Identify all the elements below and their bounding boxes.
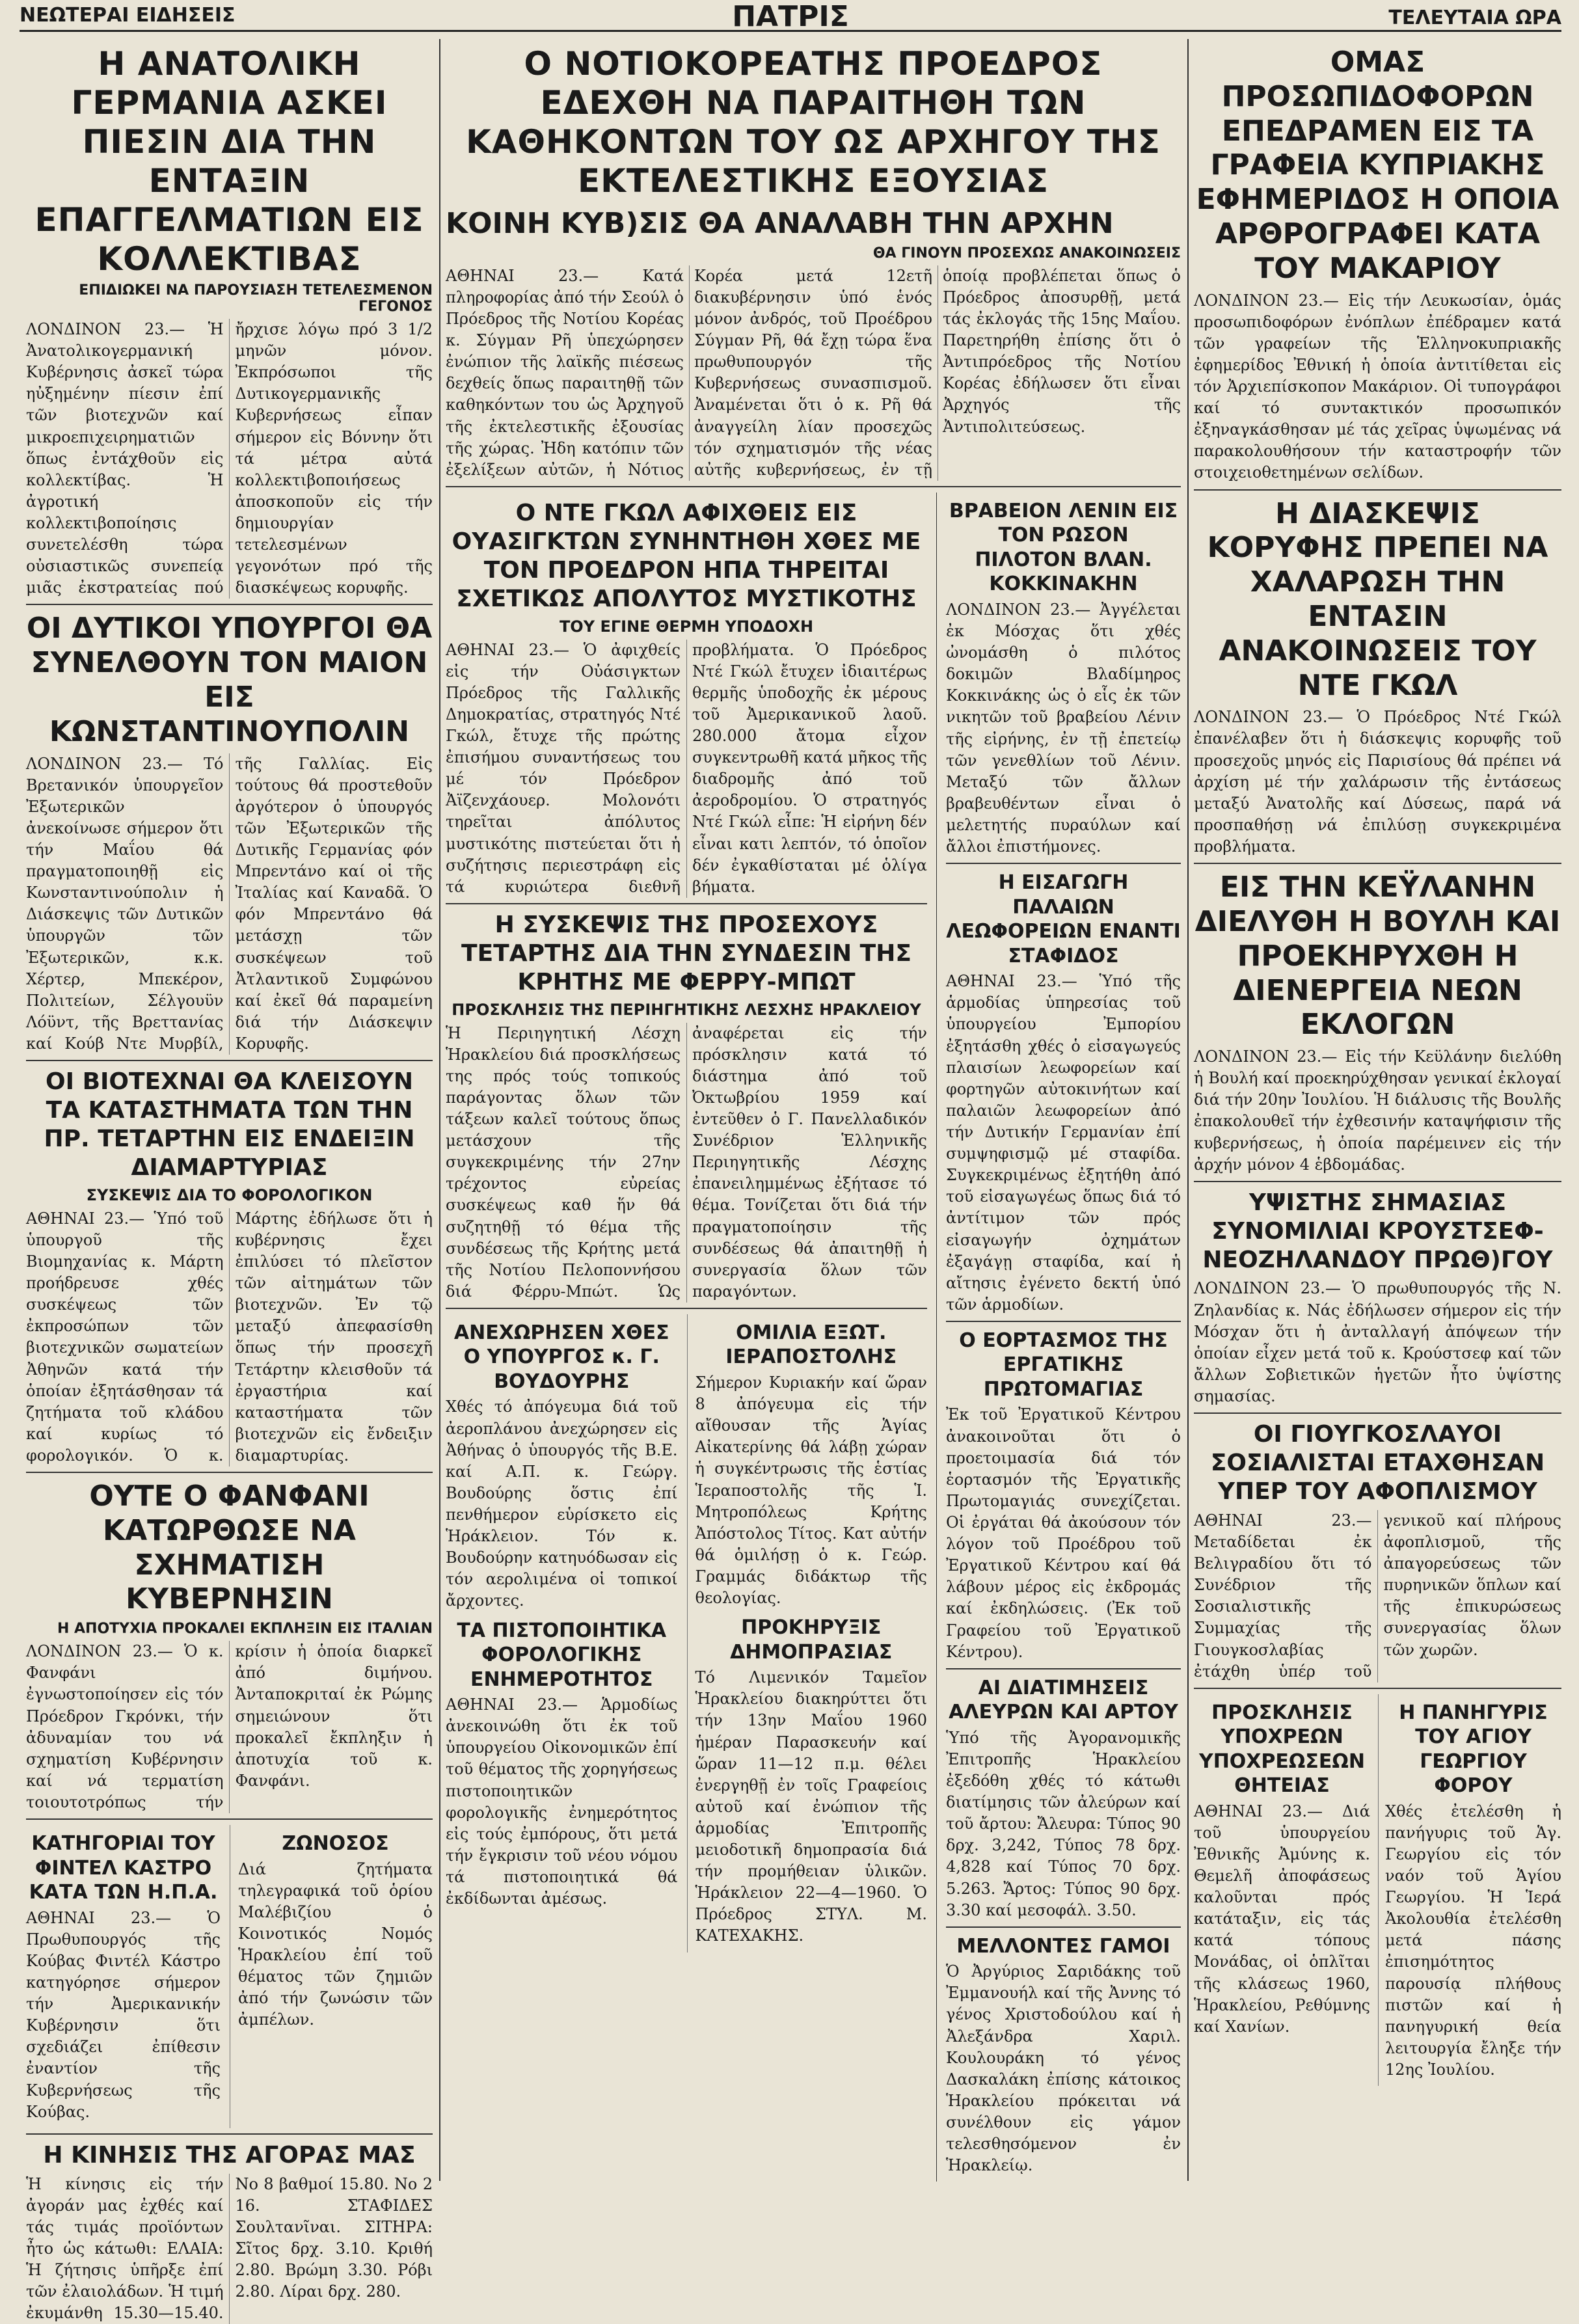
divider <box>446 486 1181 487</box>
voudouris-block <box>446 1314 678 1952</box>
divider <box>946 1926 1181 1928</box>
kicker-east-germany: ΕΠΙΔΙΩΚΕΙ ΝΑ ΠΑΡΟΥΣΙΑΣΗ ΤΕΤΕΛΕΣΜΕΝΟΝ ΓΕΓΟΝΟΣ <box>79 282 433 315</box>
divider <box>1194 489 1561 491</box>
article-market: Ἡ κίνησις εἰς τήν ἀγοράν μας ἐχθές καί τάς τιμάς προϊόντων ἦτο ὡς κάτωθι: ΕΛΑΙΑ: Ἡ ζήτησις ὑπῆρξε ἐπί τῶν ἐλαιολάδων. Ἡ τιμή ἐκυμάνθη 15.30—15.40. Νο 8 βαθμοί 15.80. Νο 2 16. ΣΤΑΦΙΔΕΣ Σουλτανῖναι. ΣΙΤΗΡΑ: Σῖτος δρχ. 3.10. Κριθή 2.80. Βρώμη 3.30. Ρόβι 2.80. Λίραι δρχ. 280. <box>26 2174 433 2323</box>
newspaper-title: ΠΑΤΡΙΣ <box>732 0 849 33</box>
headline-festival: Η ΠΑΝΗΓΥΡΙΣ ΤΟΥ ΑΓΙΟΥ ΓΕΩΡΓΙΟΥ ΦΟΡΟΥ <box>1399 1701 1548 1798</box>
kicker-fanfani: Η ΑΠΟΤΥΧΙΑ ΠΡΟΚΑΛΕΙ ΕΚΠΛΗΞΙΝ ΕΙΣ ΙΤΑΛΙΑΝ <box>57 1621 433 1638</box>
headline-buses: Η ΕΙΣΑΓΩΓΗ ΠΑΛΑΙΩΝ ΛΕΩΦΟΡΕΙΩΝ ΕΝΑΝΤΙ ΣΤΑΦΙΔΟΣ <box>946 871 1181 967</box>
deck-ferry: ΠΡΟΣΚΛΗΣΙΣ ΤΗΣ ΠΕΡΙΗΓΗΤΙΚΗΣ ΛΕΣΧΗΣ ΗΡΑΚΛΕΙΟΥ <box>452 1000 921 1019</box>
mission-block <box>687 1314 928 1952</box>
headline-market: Η ΚΙΝΗΣΙΣ ΤΗΣ ΑΓΟΡΑΣ ΜΑΣ <box>43 2141 416 2169</box>
column-1 <box>26 39 433 2323</box>
headline-auction: ΠΡΟΚΗΡΥΞΙΣ ΔΗΜΟΠΡΑΣΙΑΣ <box>730 1616 893 1664</box>
divider <box>26 1818 433 1820</box>
headline-tax-certificates: ΤΑ ΠΙΣΤΟΠΟΙΗΤΙΚΑ ΦΟΡΟΛΟΓΙΚΗΣ ΕΝΗΜΕΡΟΤΗΤΟΣ <box>457 1619 667 1691</box>
headline-castro: ΚΑΤΗΓΟΡΙΑΙ ΤΟΥ ΦΙΝΤΕΛ ΚΑΣΤΡΟ ΚΑΤΑ ΤΩΝ Η.Π.Α. <box>29 1832 218 1904</box>
headline-zonosos: ΖΩΝΟΣΟΣ <box>282 1832 389 1856</box>
divider <box>26 2133 433 2135</box>
article-festival: Χθές ἐτελέσθη ἡ πανήγυρις τοῦ Ἁγ. Γεωργίου εἰς τόν ναόν τοῦ Ἁγίου Γεωργίου. Ἡ Ἱερά Ἀκολουθία ἐτελέσθη μετά πάσης ἐπισημότητος παρουσίᾳ πλήθους πιστῶν καί ἡ πανηγυρική θεία λειτουργία ἔληξε τήν 12ης Ἰουλίου. <box>1385 1802 1561 2079</box>
divider <box>1194 1688 1561 1689</box>
inner-rule <box>936 493 937 2182</box>
article-conscripts: ΑΘΗΝΑΙ 23.— Διά τοῦ ὑπουργείου Ἐθνικῆς Ἀμύνης κ. Θεμελῆ ἀποφάσεως καλοῦνται πρός κατάταξιν, εἰς τάς κατά τόπους Μονάδας, οἱ ὁπλῖται τῆς κλάσεως 1960, Ἡρακλείου, Ρεθύμνης καί Χανίων. <box>1194 1802 1370 2036</box>
article-khrushchev: ΛΟΝΔΙΝΟΝ 23.— Ὁ πρωθυπουργός τῆς Ν. Ζηλανδίας κ. Νάς ἐδήλωσεν σήμερον εἰς τήν Μόσχαν ὅτι ἡ ἀνταλλαγή ἀπόψεων τήν ὁποίαν εἶχεν μετά τοῦ κ. Κρούστσεφ καί τῶν ἄλλων Σοβιετικῶν ἡγετῶν ἦτο ὑψίστης σημασίας. <box>1194 1279 1561 1406</box>
divider <box>1194 1181 1561 1182</box>
article-fanfani: ΛΟΝΔΙΝΟΝ 23.— Ὁ κ. Φανφάνι ἐγνωστοποίησεν εἰς τόν Πρόεδρον Γκρόνκι, τήν ἀδυναμίαν του νά σχηματίση Κυβέρνησιν καί νά τερματίση τοιουτοτρόπως τήν κρίσιν ἡ ὁποία διαρκεῖ ἀπό διμήνου. Ἀνταποκριταί ἐκ Ρώμης σημειώνουν ὅτι προκαλεῖ ἔκπληξιν ἡ ἀποτυχία τοῦ κ. Φανφάνι. <box>26 1642 433 1812</box>
headline-khrushchev: ΥΨΙΣΤΗΣ ΣΗΜΑΣΙΑΣ ΣΥΝΟΜΙΛΙΑΙ ΚΡΟΥΣΤΣΕΦ-ΝΕΟΖΗΛΑΝΔΟΥ ΠΡΩΘ)ΓΟΥ <box>1202 1189 1553 1273</box>
article-summit: ΛΟΝΔΙΝΟΝ 23.— Ὁ Πρόεδρος Ντέ Γκώλ ἐπανέλαβεν ὅτι ἡ διάσκεψις κορυφῆς τοῦ προσεχοῦς μηνός εἰς Παρισίους θά πρέπει νά ἀρχίση μέ τήν χαλάρωσιν τῆς ἐντάσεως μεταξύ Ἀνατολῆς καί Δύσεως, παρά νά προσπαθήσῃ νά ἐπιλύσῃ συγκεκριμένα προβλήματα. <box>1194 708 1561 856</box>
article-cyprus: ΛΟΝΔΙΝΟΝ 23.— Εἰς τήν Λευκωσίαν, ὁμάς προσωπιδοφόρων ἐνόπλων ἐπέδραμεν κατά τῶν γραφείων τῆς Ἑλληνοκυπριακῆς ἐφημερίδος Ἐθνική ἡ ὁποία ἀντιτίθεται εἰς τόν Ἀρχιεπίσκοπον Μακάριον. Οἱ τυπογράφοι καί τό συντακτικόν προσωπικόν ἐξηναγκάσθησαν μέ τάς χεῖρας ὑψωμένας νά παρακολουθήσουν τήν καταστροφήν τῶν στοιχειοθετημένων σελίδων. <box>1194 291 1561 482</box>
de-gaulle-block <box>446 493 927 2182</box>
article-castro: ΑΘΗΝΑΙ 23.— Ὁ Πρωθυπουργός τῆς Κούβας Φιντέλ Κάστρο κατηγόρησε σήμερον τήν Ἀμερικανικήν Κυβέρνησιν ὅτι σχεδιάζει ἐπίθεσιν ἐναντίον τῆς Κυβερνήσεως τῆς Κούβας. <box>26 1908 221 2121</box>
headline-mission: ΟΜΙΛΙΑ ΕΞΩΤ. ΙΕΡΑΠΟΣΤΟΛΗΣ <box>725 1321 897 1369</box>
article-ceylon: ΛΟΝΔΙΝΟΝ 23.— Εἰς τήν Κεϋλάνην διελύθη ἡ Βουλή καί προεκηρύχθησαν γενικαί ἐκλογαί διά τήν 20ην Ἰουλίου. Ἡ διάλυσις τῆς Βουλῆς ἐπακολουθεῖ τήν ἐχθεσινήν καταψήφισιν τῆς κυβερνήσεως, ἡ ὁποία παρέμεινεν εἰς τήν ἀρχήν μόνον 4 ἑβδομάδας. <box>1194 1047 1561 1174</box>
festival-block <box>1378 1694 1561 2086</box>
article-de-gaulle: ΑΘΗΝΑΙ 23.— Ὁ ἀφιχθείς εἰς τήν Οὐάσιγκτων Πρόεδρος τῆς Γαλλικῆς Δημοκρατίας, στρατηγός Ντέ Γκώλ, ἔτυχε τῆς πρώτης ἐπισήμου συναντήσεως του μέ τόν Πρόεδρον Ἀϊζενχάουερ. Μολονότι τηρεῖται ἀπόλυτος μυστικότης πιστεύεται ὅτι ἡ συζήτησις περιεστράφη εἰς τά κυριώτερα διεθνῆ προβλήματα. Ὁ Πρόεδρος Ντέ Γκώλ ἔτυχεν ἰδιαιτέρως θερμῆς ὑποδοχῆς ἐκ μέρους τοῦ Ἀμερικανικοῦ λαοῦ. 280.000 ἄτομα εἶχον συγκεντρωθῆ κατά μῆκος τῆς διαδρομῆς ἀπό τοῦ ἀεροδρομίου. Ὁ στρατηγός Ντέ Γκώλ εἶπε: Ἡ εἰρήνη δέν εἶναι κατι λεπτόν, τό ὁποῖον δέν ἐγκαθίσταται μέ ὁλίγα βήματα. <box>446 640 927 896</box>
column-rule <box>439 39 440 2181</box>
headline-may-day: Ο ΕΟΡΤΑΣΜΟΣ ΤΗΣ ΕΡΓΑΤΙΚΗΣ ΠΡΩΤΟΜΑΓΙΑΣ <box>959 1329 1168 1401</box>
headline-cyprus: ΟΜΑΣ ΠΡΟΣΩΠΙΔΟΦΟΡΩΝ ΕΠΕΔΡΑΜΕΝ ΕΙΣ ΤΑ ΓΡΑΦΕΙΑ ΚΥΠΡΙΑΚΗΣ ΕΦΗΜΕΡΙΔΟΣ Η ΟΠΟΙΑ ΑΡΘΡΟΓΡΑΦΕΙ ΚΑΤΑ ΤΟΥ ΜΑΚΑΡΙΟΥ <box>1196 46 1559 285</box>
article-korea: ΑΘΗΝΑΙ 23.— Κατά πληροφορίας ἀπό τήν Σεούλ ὁ Πρόεδρος τῆς Νοτίου Κορέας κ. Σύγμαν Ρῆ ὑπεχώρησεν ἐνώπιον τῆς λαϊκῆς πιέσεως δεχθείς ὅπως παραιτηθῇ τῶν καθηκόντων του ὡς Ἀρχηγοῦ τῆς ἐκτελεστικῆς ἐξουσίας τῆς χώρας. Ἠδη κατόπιν τῶν ἐξελίξεων αὐτῶν, ἡ Νότιος Κορέα μετά 12ετῆ διακυβέρνησιν ὑπό ἑνός μόνον ἀνδρός, τοῦ Προέδρου Σύγμαν Ρῆ, θά ἔχῃ τώρα ἕνα πρωθυπουργόν τῆς Κυβερνήσεως συνασπισμοῦ. Ἀναμένεται ὅτι ὁ κ. Ρῆ θά ἀναγγείλη λίαν προσεχῶς τόν σχηματισμόν τῆς νέας αὐτῆς κυβερνήσεως, ἐν τῇ ὁποίᾳ προβλέπεται ὅπως ὁ Πρόεδρος ἀποσυρθῇ, μετά τάς ἐκλογάς τῆς 15ης Μαΐου. Παρετηρήθη ἐπίσης ὅτι ὁ Ἀντιπρόεδρος τῆς Νοτίου Κορέας ἐδήλωσεν ὅτι εἶναι Ἀρχηγός τῆς Ἀντιπολιτεύσεως. <box>446 266 1181 479</box>
row-2 <box>446 493 1181 2182</box>
divider <box>1194 863 1561 864</box>
right-inner-column <box>946 493 1181 2182</box>
article-western-ministers: ΛΟΝΔΙΝΟΝ 23.— Τό Βρετανικόν ὑπουργεῖον Ἐξωτερικῶν ἀνεκοίνωσε σήμερον ὅτι τήν Μαΐου θά πραγματοποιηθῇ εἰς Κωνσταντινούπολιν ἡ Διάσκεψις τῶν Δυτικῶν ὑπουργῶν τῶν Ἐξωτερικῶν, κ.κ. Χέρτερ, Μπεκέρον, Πολιτείων, Σέλγουϋν Λόϋντ, τῆς Βρεττανίας καί Κούβ Ντε Μυρβίλ, τῆς Γαλλίας. Εἰς τούτους θά προστεθοῦν ἀργότερον ὁ ὑπουργός τῶν Ἐξωτερικῶν τῆς Δυτικῆς Γερμανίας φόν Μπρεντάνο καί οἱ τῆς Ἰταλίας καί Καναδᾶ. Ὁ φόν Μπρεντάνο θά μετάσχῃ τῶν συσκέψεων τοῦ Ἀτλαντικοῦ Συμφώνου καί ἐκεῖ θά παραμείνη διά τήν Διάσκεψιν Κορυφῆς. <box>26 754 433 1053</box>
row-voudouris <box>446 1314 927 1952</box>
article-lenin-prize: ΛΟΝΔΙΝΟΝ 23.— Ἀγγέλεται ἐκ Μόσχας ὅτι χθές ὠνομάσθη ὁ πιλότος δοκιμῶν Βλαδίμηρος Κοκκινάκης ὡς ὁ εἷς ἐκ τῶν νικητῶν τοῦ βραβείου Λένιν τῆς εἰρήνης, ἐν τῇ ἐπετείῳ τῶν γενεθλίων τοῦ Λένιν. Μεταξύ τῶν ἄλλων βραβευθέντων εἶναι ὁ μελετητής πυραύλων καί ἄλλοι ἐπιστήμονες. <box>946 600 1181 856</box>
headline-western-ministers: ΟΙ ΔΥΤΙΚΟΙ ΥΠΟΥΡΓΟΙ ΘΑ ΣΥΝΕΛΘΟΥΝ ΤΟΝ ΜΑΙΟΝ ΕΙΣ ΚΩΝΣΤΑΝΤΙΝΟΥΠΟΛΙΝ <box>26 612 433 748</box>
divider <box>26 604 433 605</box>
section-label-left: ΝΕΩΤΕΡΑΙ ΕΙΔΗΣΕΙΣ <box>20 4 236 27</box>
article-zonosos: Διά ζητήματα τηλεγραφικά τοῦ ὁρίου Μαλέβιζίου ὁ Κοινοτικός Νομός Ἡρακλείου ἐπί τοῦ θέματος τῶν ζημιῶν ἀπό τήν ζωνώσιν τῶν ἀμπέλων. <box>238 1859 433 2029</box>
headline-ceylon: ΕΙΣ ΤΗΝ ΚΕΫΛΑΝΗΝ ΔΙΕΛΥΘΗ Η ΒΟΥΛΗ ΚΑΙ ΠΡΟΕΚΗΡΥΧΘΗ Η ΔΙΕΝΕΡΓΕΙΑ ΝΕΩΝ ΕΚΛΟΓΩΝ <box>1194 871 1561 1042</box>
section-label-right: ΤΕΛΕΥΤΑΙΑ ΩΡΑ <box>1388 7 1561 29</box>
headline-artisans-strike: ΟΙ ΒΙΟΤΕΧΝΑΙ ΘΑ ΚΛΕΙΣΟΥΝ ΤΑ ΚΑΤΑΣΤΗΜΑΤΑ ΤΩΝ ΤΗΝ ΠΡ. ΤΕΤΑΡΤΗΝ ΕΙΣ ΕΝΔΕΙΞΙΝ ΔΙΑΜΑΡΤΥΡΙΑΣ <box>44 1068 415 1181</box>
divider <box>1194 1412 1561 1414</box>
headline-ferry: Η ΣΥΣΚΕΨΙΣ ΤΗΣ ΠΡΟΣΕΧΟΥΣ ΤΕΤΑΡΤΗΣ ΔΙΑ ΤΗΝ ΣΥΝΔΕΣΙΝ ΤΗΣ ΚΡΗΤΗΣ ΜΕ ΦΕΡΡΥ-ΜΠΩΤ <box>461 911 911 995</box>
headline-de-gaulle: Ο ΝΤΕ ΓΚΩΛ ΑΦΙΧΘΕΙΣ ΕΙΣ ΟΥΑΣΙΓΚΤΩΝ ΣΥΝΗΝΤΗΘΗ ΧΘΕΣ ΜΕ ΤΟΝ ΠΡΟΕΔΡΟΝ ΗΠΑ ΤΗΡΕΙΤΑΙ ΣΧΕΤΙΚΩΣ ΑΠΟΛΥΤΟΣ ΜΥΣΤΙΚΟΤΗΣ <box>452 499 921 612</box>
castro-box <box>26 1825 221 2128</box>
headline-voudouris: ΑΝΕΧΩΡΗΣΕΝ ΧΘΕΣ Ο ΥΠΟΥΡΓΟΣ κ. Γ. ΒΟΥΔΟΥΡΗΣ <box>453 1321 669 1393</box>
divider <box>946 863 1181 864</box>
headline-korea: Ο ΝΟΤΙΟΚΟΡΕΑΤΗΣ ΠΡΟΕΔΡΟΣ ΕΔΕΧΘΗ ΝΑ ΠΑΡΑΙΤΗΘΗ ΤΩΝ ΚΑΘΗΚΟΝΤΩΝ ΤΟΥ ΩΣ ΑΡΧΗΓΟΥ ΤΗΣ ΕΚΤΕΛΕΣΤΙΚΗΣ ΕΞΟΥΣΙΑΣ <box>466 45 1161 200</box>
zonosos-box <box>230 1825 433 2128</box>
masthead <box>20 0 1561 32</box>
headline-summit: Η ΔΙΑΣΚΕΨΙΣ ΚΟΡΥΦΗΣ ΠΡΕΠΕΙ ΝΑ ΧΑΛΑΡΩΣΗ ΤΗΝ ΕΝΤΑΣΙΝ ΑΝΑΚΟΙΝΩΣΕΙΣ ΤΟΥ ΝΤΕ ΓΚΩΛ <box>1207 496 1548 702</box>
article-buses: ΑΘΗΝΑΙ 23.— Ὑπό τῆς ἁρμοδίας ὑπηρεσίας τοῦ ὑπουργείου Ἐμπορίου ἐξητάσθη χθές ὁ εἰσαγωγεύς πλαισίων λεωφορείων καί φορτηγῶν αὐτοκινήτων καί παλαιῶν λεωφορείων ἀπό τήν Δυτικήν Γερμανίαν ἐπί συμψηφισμῷ μέ σταφίδα. Συγκεκριμένως ἐξητήθη ἀπό τοῦ εἰσαγωγέως ὅπως διά τό ἀντίτιμον τῶν πρός εἰσαγωγήν ὀχημάτων ἐξαγάγῃ σταφίδα, καί ἡ αἴτησις ἐγένετο δεκτή ὑπό τῶν ἁρμοδίων. <box>946 972 1181 1314</box>
split-row <box>26 1825 433 2128</box>
subhead-korea: ΚΟΙΝΗ ΚΥΒ)ΣΙΣ ΘΑ ΑΝΑΛΑΒΗ ΤΗΝ ΑΡΧΗΝ <box>446 207 1114 240</box>
article-voudouris: Χθές τό ἀπόγευμα διά τοῦ ἀεροπλάνου ἀνεχώρησεν εἰς Ἀθήνας ὁ ὑπουργός τῆς Β.Ε. καί Α.Π. κ. Γεώργ. Βουδούρης ὅστις ἐπί πενθήμερον εὑρίσκετο εἰς Ἡράκλειον. Τόν κ. Βουδούρην κατηυόδωσαν εἰς τόν αερολιμένα οἱ τοπικοί ἄρχοντες. <box>446 1398 678 1610</box>
article-mission: Σήμερον Κυριακήν καί ὥραν 8 ἀπόγευμα εἰς τήν αἴθουσαν τῆς Ἁγίας Αἰκατερίνης θά λάβῃ χώραν ἡ συγκέντρωσις τῆς ἑστίας Ἱεραποστολῆς τῆς Ἱ. Μητροπόλεως Κρήτης Ἀπόστολος Τίτος. Κατ αὐτήν θά ὁμιλήσῃ ὁ κ. Γεώρ. Γραμμάς διδάκτωρ τῆς θεολογίας. <box>695 1373 927 1608</box>
kicker-korea: ΘΑ ΓΙΝΟΥΝ ΠΡΟΣΕΧΩΣ ΑΝΑΚΟΙΝΩΣΕΙΣ <box>872 245 1181 262</box>
headline-fanfani: ΟΥΤΕ Ο ΦΑΝΦΑΝΙ ΚΑΤΩΡΘΩΣΕ ΝΑ ΣΧΗΜΑΤΙΣΗ ΚΥΒΕΡΝΗΣΙΝ <box>89 1480 370 1616</box>
article-may-day: Ἐκ τοῦ Ἐργατικοῦ Κέντρου ἀνακοινοῦται ὅτι ὁ προετοιμασία διά τόν ἑορτασμόν τῆς Ἐργατικῆς Πρωτομαγιάς συνεχίζεται. Οἱ ἐργάται θά ἀκούσουν τόν λόγον τοῦ Προέδρου τοῦ Ἐργατικοῦ Κέντρου καί θά λάβουν μέρος εἰς ἐκδρομάς καί ἐκδηλώσεις. (Ἐκ τοῦ Γραφείου τοῦ Ἐργατικοῦ Κέντρου). <box>946 1405 1181 1661</box>
article-artisans-strike: ΑΘΗΝΑΙ 23.— Ὑπό τοῦ ὑπουργοῦ τῆς Βιομηχανίας κ. Μάρτη προήδρευσε χθές συσκέψεως τῶν ἐκπροσώπων τῶν βιοτεχνικῶν σωματείων Ἀθηνῶν κατά τήν ὁποίαν ἐξητάσθησαν τά ζητήματα τοῦ κλάδου καί κυρίως τό φορολογικόν. Ὁ κ. Μάρτης ἐδήλωσε ὅτι ἡ κυβέρνησις ἔχει ἐπιλύσει τό πλεῖστον τῶν αἰτημάτων τῶν βιοτεχνῶν. Ἐν τῷ μεταξύ ἀπεφασίσθη ὅπως τήν προσεχῆ Τετάρτην κλεισθοῦν τά ἐργαστήρια καί καταστήματα τῶν βιοτεχνῶν εἰς ἔνδειξιν διαμαρτυρίας. <box>26 1209 433 1465</box>
headline-flour-prices: ΑΙ ΔΙΑΤΙΜΗΣΕΙΣ ΑΛΕΥΡΩΝ ΚΑΙ ΑΡΤΟΥ <box>949 1676 1178 1724</box>
column-2 <box>446 39 1181 2181</box>
divider <box>26 1060 433 1061</box>
column-4 <box>1194 39 1561 2181</box>
article-east-germany: ΛΟΝΔΙΝΟΝ 23.— Ἡ Ἀνατολικογερμανική Κυβέρνησις ἀσκεῖ τώρα ηὐξημένην πίεσιν ἐπί τῶν βιοτεχνῶν καί μικροεπιχειρηματιῶν ὅπως ἐντάχθοῦν εἰς κολλεκτίβας. Ἡ ἀγροτική κολλεκτιβοποίησις συνετελέσθη τώρα οὐσιαστικῶς συνεπείᾳ μιᾶς ἐκστρατείας πού ἤρχισε λόγω πρό 3 1/2 μηνῶν μόνον. Ἐκπρόσωποι τῆς Δυτικογερμανικῆς Κυβερνήσεως εἶπαν σήμερον εἰς Βόννην ὅτι τά μέτρα αὐτά κολλεκτιβοποιήσεως ἀποσκοποῦν εἰς τήν δημιουργίαν τετελεσμένων γεγονότων πρό τῆς διασκέψεως κορυφῆς. <box>26 320 433 597</box>
article-yugoslav: ΑΘΗΝΑΙ 23.— Μεταδίδεται ἐκ Βελιγραδίου ὅτι τό Συνέδριον τῆς Σοσιαλιστικῆς Συμμαχίας τῆς Γιουγκοσλαβίας ἐτάχθη ὑπέρ τοῦ γενικοῦ καί πλήρους ἀφοπλισμοῦ, τῆς ἀπαγορεύσεως τῶν πυρηνικῶν ὅπλων καί τῆς ἐπικυρώσεως συνεργασίας ὅλων τῶν χωρῶν. <box>1194 1511 1561 1681</box>
article-tax-certificates: ΑΘΗΝΑΙ 23.— Ἁρμοδίως ἀνεκοινώθη ὅτι ἐκ τοῦ ὑπουργείου Οἰκονομικῶν ἐπί τοῦ θέματος τῆς χορηγήσεως πιστοποιητικῶν φορολογικῆς ἐνημερότητος εἰς τούς ἐμπόρους, ὅτι μετά τήν ἔγκρισιν τοῦ νέου νόμου τά πιστοποιητικά θά ἐκδίδωνται ἀμέσως. <box>446 1696 678 1908</box>
row-bottom-right <box>1194 1694 1561 2086</box>
divider <box>26 1472 433 1473</box>
article-weddings: Ὁ Ἀργύριος Σαριδάκης τοῦ Ἐμμανουήλ καί τῆς Ἀννης τό γένος Χριστοδούλου καί ἡ Ἀλεξάνδρα Χαριλ. Κουλουράκη τό γένος Δασκαλάκη ἐπίσης κάτοικος Ἡρακλείου πρόκειται νά συνέλθουν εἰς γάμον τελεσθησόμενον ἐν Ἡρακλείῳ. <box>946 1962 1181 2175</box>
divider <box>946 1668 1181 1669</box>
headline-yugoslav: ΟΙ ΓΙΟΥΓΚΟΣΛΑΥΟΙ ΣΟΣΙΑΛΙΣΤΑΙ ΕΤΑΧΘΗΣΑΝ ΥΠΕΡ ΤΟΥ ΑΦΟΠΛΙΣΜΟΥ <box>1210 1421 1545 1505</box>
headline-conscripts: ΠΡΟΣΚΛΗΣΙΣ ΥΠΟΧΡΕΩΝ ΥΠΟΧΡΕΩΣΕΩΝ ΘΗΤΕΙΑΣ <box>1198 1701 1366 1798</box>
article-auction: Τό Λιμενικόν Ταμεῖον Ἡρακλείου διακηρύττει ὅτι τήν 13ην Μαΐου 1960 ἡμέραν Παρασκευήν καί ὥραν 11—12 π.μ. θέλει ἐνεργηθῇ ἐν τοῖς Γραφείοις αὐτοῦ καί ἐνώπιον τῆς ἁρμοδίας Ἐπιτροπῆς μειοδοτικῆ δημοπρασία διά τήν προμήθειαν ὑλικῶν. Ἡράκλειον 22—4—1960. Ὁ Πρόεδρος ΣΤΥΛ. Μ. ΚΑΤΕΧΑΚΗΣ. <box>695 1668 927 1945</box>
headline-weddings: ΜΕΛΛΟΝΤΕΣ ΓΑΜΟΙ <box>956 1934 1170 1958</box>
divider <box>946 1321 1181 1322</box>
headline-lenin-prize: ΒΡΑΒΕΙΟΝ ΛΕΝΙΝ ΕΙΣ ΤΟΝ ΡΩΣΟΝ ΠΙΛΟΤΟΝ ΒΛΑΝ. ΚΟΚΚΙΝΑΚΗΝ <box>949 499 1178 596</box>
headline-east-germany: Η ΑΝΑΤΟΛΙΚΗ ΓΕΡΜΑΝΙΑ ΑΣΚΕΙ ΠΙΕΣΙΝ ΔΙΑ ΤΗΝ ΕΝΤΑΞΙΝ ΕΠΑΓΓΕΛΜΑΤΙΩΝ ΕΙΣ ΚΟΛΛΕΚΤΙΒΑΣ <box>34 45 424 278</box>
article-flour-prices: Ὑπό τῆς Ἀγορανομικῆς Ἐπιτροπῆς Ἡρακλείου ἐξεδόθη χθές τό κάτωθι διατίμησις τῶν ἀλεύρων καί τοῦ ἄρτου: Ἄλευρα: Τύπος 90 δρχ. 3,242, Τύπος 78 δρχ. 4,828 καί Τύπος 70 δρχ. 5.263. Ἄρτος: Τύπος 90 δρχ. 3.30 καί μεσοφάλ. 3.50. <box>946 1728 1181 1919</box>
column-rule <box>1187 39 1189 2181</box>
deck-de-gaulle: ΤΟΥ ΕΓΙΝΕ ΘΕΡΜΗ ΥΠΟΔΟΧΗ <box>559 617 814 636</box>
conscripts-block <box>1194 1694 1370 2086</box>
divider <box>446 1308 927 1309</box>
article-ferry: Ἡ Περιηγητική Λέσχη Ἡρακλείου διά προσκλήσεως της πρός τούς τοπικούς παράγοντας ὅλων τῶν τάξεων καλεῖ τούτους ὅπως μετάσχουν τῆς συγκεκριμένης τήν 27ην τρέχοντος εὐρείας συσκέψεως καθ ἥν θά συζητηθῇ τό θέμα τῆς συνδέσεως τῆς Κρήτης μετά τῆς Νοτίου Πελοποννήσου διά Φέρρυ-Μπώτ. Ὡς ἀναφέρεται εἰς τήν πρόσκλησιν κατά τό διάστημα ἀπό τοῦ Ὀκτωβρίου 1959 καί ἐντεῦθεν ὁ Γ. Πανελλαδικόν Συνέδριον Ἑλληνικῆς Περιηγητικῆς Λέσχης ἐπανειλημμένως ἐξήτασε τό θέμα. Τονίζεται ὅτι διά τήν πραγματοποίησιν τῆς συνδέσεως θά ἀπαιτηθῇ ἡ συνεργασία ὅλων τῶν παραγόντων. <box>446 1023 927 1301</box>
divider <box>446 903 927 904</box>
deck-tax-meeting: ΣΥΣΚΕΨΙΣ ΔΙΑ ΤΟ ΦΟΡΟΛΟΓΙΚΟΝ <box>86 1185 373 1204</box>
